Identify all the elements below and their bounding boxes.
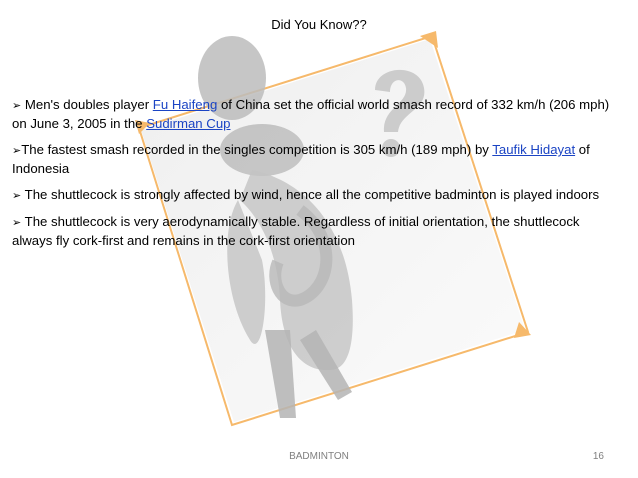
slide-title: Did You Know?? [271,17,367,32]
arrow-bullet-icon: ➢ [12,144,22,157]
bullet-item-3: ➢ The shuttlecock is strongly affected by wind, hence all the competitive badminton is played indoors [12,187,600,202]
link-fu-haifeng[interactable]: Fu Haifeng [152,97,218,112]
bullet-item-4: ➢ The shuttlecock is very aerodynamically stable. Regardless of initial orientation, the shuttlecock always fly cork-first and remains in the cork-first orientation [12,214,580,248]
link-taufik-hidayat[interactable]: Taufik Hidayat [492,142,576,157]
bullet-item-2: ➢The fastest smash recorded in the singles competition is 305 km/h (189 mph) by Taufik Hidayat of Indonesia [12,142,590,176]
arrow-bullet-icon: ➢ [12,99,22,112]
bullet-item-1: ➢ Men's doubles player Fu Haifeng of China set the official world smash record of 332 km/h (206 mph) on June 3, 2005 in the Sudirman Cup [12,97,610,131]
footer-title: BADMINTON [289,451,349,462]
page-number: 16 [592,451,604,462]
arrow-bullet-icon: ➢ [12,189,22,202]
arrow-bullet-icon: ➢ [12,216,22,229]
bullet-list [12,96,616,258]
link-sudirman-cup[interactable]: Sudirman Cup [146,116,231,131]
